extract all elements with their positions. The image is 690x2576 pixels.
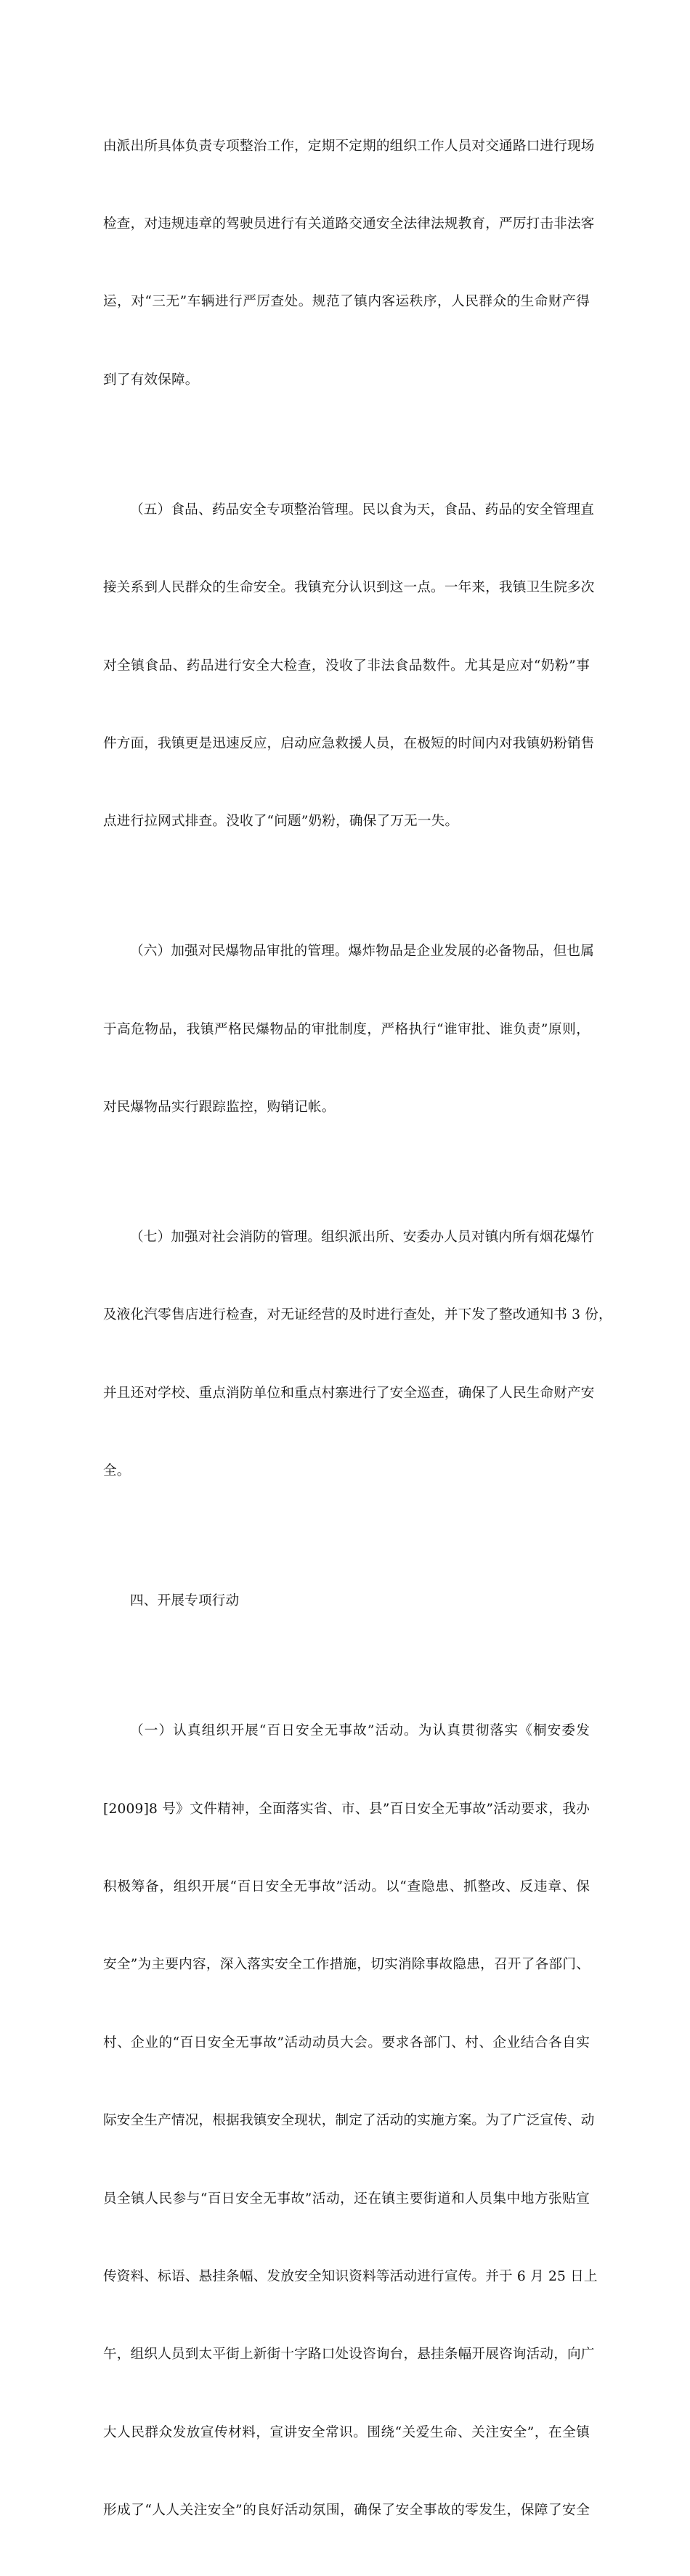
- text-line: 员全镇人民参与“百日安全无事故”活动，还在镇主要街道和人员集中地方张贴宣: [103, 2191, 590, 2207]
- text-line: 件方面，我镇更是迅速反应，启动应急救援人员，在极短的时间内对我镇奶粉销售: [103, 735, 595, 751]
- text-line: 全。: [103, 1463, 131, 1479]
- text-line: 对全镇食品、药品进行安全大检查，没收了非法食品数件。尤其是应对“奶粉”事: [103, 658, 590, 674]
- text-line: 安全”为主要内容，深入落实安全工作措施，切实消除事故隐患，召开了各部门、: [103, 1957, 590, 1973]
- text-line: （七）加强对社会消防的管理。组织派出所、安委办人员对镇内所有烟花爆竹: [130, 1230, 594, 1246]
- text-line: 传资料、标语、悬挂条幅、发放安全知识资料等活动进行宣传。并于 6 月 25 日上: [103, 2268, 598, 2284]
- text-line: 接关系到人民群众的生命安全。我镇充分认识到这一点。一年来，我镇卫生院多次: [103, 580, 595, 596]
- text-line: 及液化汽零售店进行检查，对无证经营的及时进行查处，并下发了整改通知书 3 份，: [103, 1307, 612, 1323]
- text-line: 由派出所具体负责专项整治工作，定期不定期的组织工作人员对交通路口进行现场: [103, 138, 595, 154]
- text-line: 大人民群众发放宣传材料，宣讲安全常识。围绕“关爱生命、关注安全”，在全镇: [103, 2424, 590, 2440]
- paragraph-food-drug-safety: [103, 445, 595, 887]
- text-line: 际安全生产情况，根据我镇安全现状，制定了活动的实施方案。为了广泛宣传、动: [103, 2113, 595, 2129]
- text-line: 运，对“三无”车辆进行严厉查处。规范了镇内客运秩序，人民群众的生命财产得: [103, 294, 590, 310]
- text-line: 形成了“人人关注安全”的良好活动氛围，确保了安全事故的零发生，保障了安全: [103, 2503, 590, 2519]
- paragraph-traffic-continuation: [103, 81, 595, 445]
- text-line: 于高危物品，我镇严格民爆物品的审批制度，严格执行“谁审批、谁负责”原则，: [103, 1021, 590, 1037]
- paragraph-hundred-days-campaign: [103, 1667, 598, 2576]
- text-line: 村、企业的“百日安全无事故”活动动员大会。要求各部门、村、企业结合各自实: [103, 2035, 590, 2050]
- paragraph-explosives-approval: [103, 887, 594, 1173]
- text-line: （六）加强对民爆物品审批的管理。爆炸物品是企业发展的必备物品，但也属: [130, 944, 594, 960]
- text-line: （五）食品、药品安全专项整治管理。民以食为天，食品、药品的安全管理直: [130, 502, 594, 518]
- text-line: 积极筹备，组织开展“百日安全无事故”活动。以“查隐患、抓整改、反违章、保: [103, 1878, 590, 1894]
- heading-text: 四、开展专项行动: [130, 1593, 240, 1609]
- text-line: 午，组织人员到太平街上新街十字路口处设咨询台，悬挂条幅开展咨询活动，向广: [103, 2347, 595, 2363]
- document-body: [103, 81, 612, 2576]
- section-heading: [103, 1537, 590, 1667]
- text-line: 对民爆物品实行跟踪监控，购销记帐。: [103, 1100, 336, 1116]
- paragraph-fire-safety: [103, 1172, 612, 1536]
- text-line: 检查，对违规违章的驾驶员进行有关道路交通安全法律法规教育，严厉打击非法客: [103, 216, 595, 232]
- text-line: 点进行拉网式排查。没收了“问题”奶粉，确保了万无一失。: [103, 814, 459, 830]
- text-line: （一）认真组织开展“百日安全无事故”活动。为认真贯彻落实《桐安委发: [130, 1723, 590, 1739]
- text-line: [2009]8 号》文件精神，全面落实省、市、县”百日安全无事故”活动要求，我办: [103, 1801, 590, 1817]
- text-line: 到了有效保障。: [103, 372, 199, 388]
- text-line: 并且还对学校、重点消防单位和重点村寨进行了安全巡查，确保了人民生命财产安: [103, 1385, 595, 1401]
